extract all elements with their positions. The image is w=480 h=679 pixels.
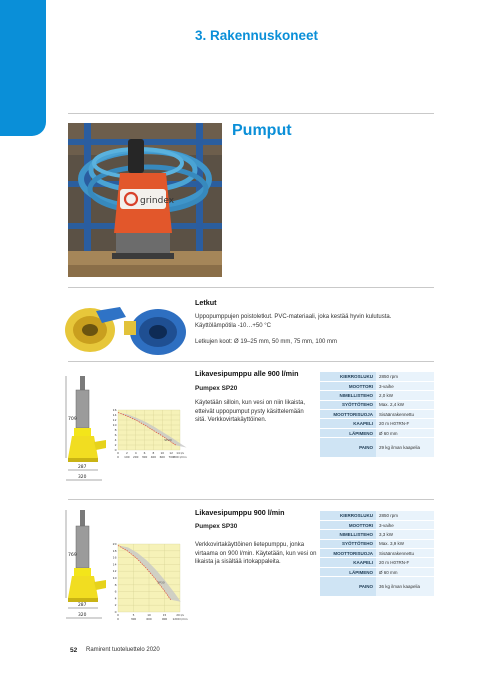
spec-value: 36 kg ilman kaapelia [376,577,434,597]
spec-value: 3-vaihe [376,520,434,529]
spec-key: LÄPIMENO [320,567,376,576]
product-description: Käytetään silloin, kun vesi on niin likaista, etteivät uppopumput pysty käsittelemään sitä. Verkkovirtakäyttöinen. [195,400,306,424]
spec-row [320,567,434,576]
sp20-chart [113,408,187,459]
product-title: Likavesipumppu 900 l/min [195,508,285,517]
spec-row [320,577,434,597]
spec-key: SYÖTTÖTEHO [320,400,376,409]
y-tick-label: 2 [114,443,117,447]
spec-key: KIERROSLUKU [320,372,376,381]
y-tick-label: 4 [114,438,117,442]
sp30-dimension-drawing [64,508,188,628]
spec-key: NIMELLISTEHO [320,391,376,400]
pump-photo [68,123,222,277]
y-tick-label: 16 [112,555,117,560]
dim-width: 287 [78,465,87,470]
x-tick-label-lmin: 700 [168,455,174,459]
spec-value: Sisäänrakennettu [376,549,434,558]
letkut-description: Uppopumppujen poistoletkut. PVC-materiaali, joka kestää hyvin kulutusta. Käyttölämpötila -10…+50 °C [195,314,392,329]
sp30-chart [113,542,188,621]
footer-text: Ramirent tuoteluettelo 2020 [86,647,160,653]
spec-value: 20 m H07RN-F [376,419,434,428]
spec-value: Ø 60 mm [376,567,434,576]
spec-key: NIMELLISTEHO [320,530,376,539]
x-tick-label-lmin: 300 [141,455,148,459]
spec-value: 3,3 kW [376,530,434,539]
page-number: 52 [70,647,78,654]
spec-key: KAAPELI [320,558,376,567]
x-tick-label: 8 [152,451,155,455]
y-tick-label: 4 [114,596,117,601]
section-title: Pumput [232,122,292,139]
spec-key: KIERROSLUKU [320,511,376,520]
spec-row [320,530,434,539]
y-tick-label: 2 [114,603,117,608]
y-tick-label: 20 [112,542,117,546]
y-tick-label: 12 [112,569,117,574]
spec-value: Ø 60 mm [376,428,434,437]
x-tick-label-lmin: 0 [117,617,119,621]
spec-row [320,520,434,529]
y-tick-label: 0 [114,448,117,452]
divider [68,287,434,288]
spec-row [320,372,434,381]
x-tick-label-lmin: 600 [159,455,165,459]
spec-value: 2,0 kW [376,391,434,400]
spec-value: 29 kg ilman kaapelia [376,438,434,458]
spec-key: KAAPELI [320,419,376,428]
divider [68,361,434,362]
spec-key: PAINO [320,577,376,597]
x-tick-label: 0 [117,451,119,455]
letkut-title: Letkut [195,298,217,307]
spec-row [320,438,434,458]
spec-row [320,428,434,437]
y-tick-label: 0 [114,610,117,614]
spec-key: PAINO [320,438,376,458]
sp20-spec-table [320,372,434,458]
x-tick-label: 0 [117,613,119,617]
spec-value: Max. 3,9 kW [376,539,434,548]
product-title: Likavesipumppu alle 900 l/min [195,369,299,378]
spec-row [320,539,434,548]
x-tick-label: 4 [134,451,137,455]
spec-key: MOOTTORISUOJA [320,410,376,419]
x-tick-label: 15 [162,613,167,617]
spec-value: 20 m H07RN-F [376,558,434,567]
dim-width-total: 320 [78,613,87,618]
spec-value: Max. 2,4 kW [376,400,434,409]
y-tick-label: 10 [112,576,117,580]
dim-height: 769 [68,553,77,558]
spec-key: MOOTTORISUOJA [320,549,376,558]
spec-value: 2850 rpm [376,511,434,520]
spec-key: SYÖTTÖTEHO [320,539,376,548]
x-tick-label-lmin: 200 [133,455,139,459]
x-tick-label: 10 [160,451,165,455]
hose-photo [62,303,188,357]
curve-label: SP30 [157,580,165,585]
spec-row [320,549,434,558]
y-tick-label: 8 [114,582,117,587]
chapter-title: 3. Rakennuskoneet [195,28,319,43]
y-tick-label: 12 [112,418,117,422]
y-tick-label: 6 [114,433,117,437]
x-tick-label: 6 [143,451,146,455]
y-tick-label: 16 [112,408,117,412]
y-tick-label: 14 [112,413,117,417]
y-tick-label: 14 [112,562,117,567]
y-tick-label: 6 [114,589,117,594]
x-tick-label-lmin: 1200 l/min [172,617,188,621]
spec-row [320,400,434,409]
x-tick-label-lmin: 100 [124,455,130,459]
spec-row [320,391,434,400]
x-tick-label-lmin: 300 [130,617,137,621]
product-model: Pumpex SP30 [195,523,238,530]
x-tick-label: 2 [125,451,128,455]
product-description: Verkkovirtakäyttöinen lietepumppu, jonka virtaama on 900 l/min. Käytetään, kun vesi on likaista ja sisältää irtokappaleita. [195,542,317,566]
spec-key: LÄPIMENO [320,428,376,437]
y-tick-label: 18 [112,548,117,553]
x-tick-label: 12 [169,451,173,455]
letkut-sizes: Letkujen koot: Ø 19–25 mm, 50 mm, 75 mm, 100 mm [195,339,338,345]
spec-row [320,558,434,567]
x-tick-label-lmin: 900 [161,617,168,621]
y-tick-label: 8 [114,428,117,432]
dim-width-total: 320 [78,475,87,480]
product-model: Pumpex SP20 [195,385,238,392]
chapter-color-tab [0,0,46,136]
x-tick-label-lmin: 800 l/min [173,455,187,459]
x-tick-label: 14 l/s [176,451,184,455]
x-tick-label-lmin: 0 [117,455,119,459]
spec-key: MOOTTORI [320,381,376,390]
spec-value: Sisäänrakennettu [376,410,434,419]
divider [68,113,434,114]
x-tick-label: 5 [132,613,135,617]
sp30-spec-table [320,511,434,597]
spec-row [320,511,434,520]
spec-row [320,410,434,419]
y-tick-label: 10 [112,423,117,427]
sp20-dimension-drawing [64,372,187,490]
spec-row [320,419,434,428]
x-tick-label-lmin: 600 [146,617,152,621]
x-tick-label: 20 l/s [176,613,184,617]
dim-height: 709 [68,417,77,422]
brand-logo: grindex [140,196,175,206]
curve-label: SP20 [164,438,172,442]
dim-width: 287 [78,603,87,608]
divider [68,499,434,500]
spec-value: 3-vaihe [376,381,434,390]
spec-key: MOOTTORI [320,520,376,529]
spec-row [320,381,434,390]
x-tick-label-lmin: 400 [150,455,157,459]
spec-value: 2850 rpm [376,372,434,381]
x-tick-label: 10 [147,613,151,617]
